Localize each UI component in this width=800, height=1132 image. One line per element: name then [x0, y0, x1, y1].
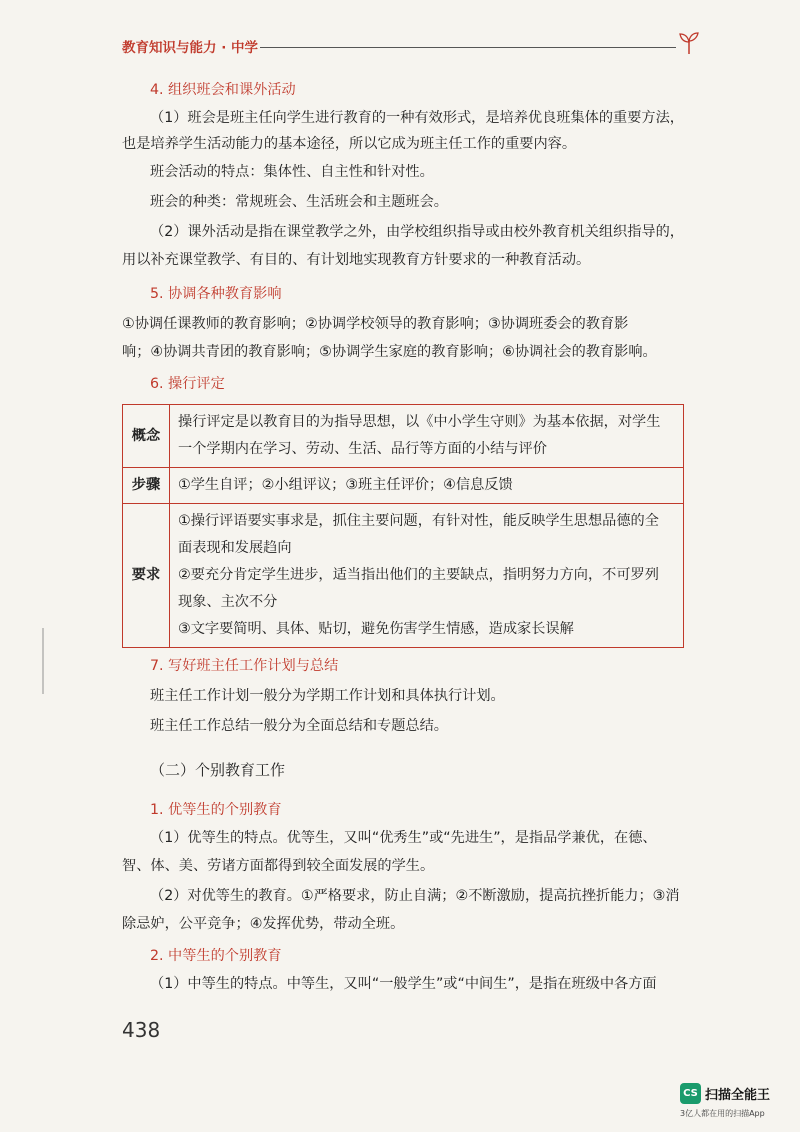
steps-content: [170, 468, 684, 504]
section6-heading: 6. 操行评定: [150, 376, 225, 392]
sub1-heading: 1. 优等生的个别教育: [150, 802, 282, 818]
table-row: [123, 504, 684, 648]
section7-line2: 班主任工作总结一般分为全面总结和专题总结。: [150, 718, 448, 734]
section4-heading: 4. 组织班会和课外活动: [150, 82, 296, 98]
requirements-label: 要求: [123, 504, 170, 648]
table-row: [123, 468, 684, 504]
section5-heading: 5. 协调各种教育影响: [150, 286, 282, 302]
concept-line: 操行评定是以教育目的为指导思想，以《中小学生守则》为基本依据，对学生: [178, 414, 661, 430]
sub1-p2-line2: 除忌妒，公平竞争；④发挥优势，带动全班。: [122, 916, 405, 932]
requirement-line: ①操行评语要实事求是，抓住主要问题，有针对性，能反映学生思想品德的全: [178, 513, 659, 529]
concept-content: [170, 405, 684, 468]
sub2-heading: 2. 中等生的个别教育: [150, 948, 282, 964]
header-title: 教育知识与能力 · 中学: [122, 40, 259, 56]
requirement-line: 面表现和发展趋向: [178, 540, 292, 556]
concept-label: 概念: [123, 405, 170, 468]
sub1-p2-line1: （2）对优等生的教育。①严格要求，防止自满；②不断激励，提高抗挫折能力；③消: [150, 888, 680, 904]
requirements-content: [170, 504, 684, 648]
concept-line: 一个学期内在学习、劳动、生活、品行等方面的小结与评价: [178, 441, 547, 457]
section4-p4-line1: （2）课外活动是指在课堂教学之外，由学校组织指导或由校外教育机关组织指导的，: [150, 224, 684, 240]
section4-p1-line2: 也是培养学生活动能力的基本途径，所以它成为班主任工作的重要内容。: [122, 136, 577, 152]
badge-name: 扫描全能王: [705, 1088, 771, 1103]
evaluation-table: [122, 404, 684, 648]
section4-p2: 班会活动的特点：集体性、自主性和针对性。: [150, 164, 434, 180]
section7-line1: 班主任工作计划一般分为学期工作计划和具体执行计划。: [150, 688, 505, 704]
table-row: [123, 405, 684, 468]
sub2-p1-line1: （1）中等生的特点。中等生，又叫“一般学生”或“中间生”，是指在班级中各方面: [150, 976, 657, 992]
requirement-line: ③文字要简明、具体、贴切，避免伤害学生情感，造成家长误解: [178, 621, 574, 637]
page-number: 438: [122, 1018, 161, 1042]
steps-label: 步骤: [123, 468, 170, 504]
steps-line: ①学生自评；②小组评议；③班主任评价；④信息反馈: [178, 477, 513, 493]
section4-p1-line1: （1）班会是班主任向学生进行教育的一种有效形式，是培养优良班集体的重要方法，: [150, 110, 684, 126]
section5-line2: 响；④协调共青团的教育影响；⑤协调学生家庭的教育影响；⑥协调社会的教育影响。: [122, 344, 657, 360]
sprout-icon: [676, 30, 702, 56]
section5-line1: ①协调任课教师的教育影响；②协调学校领导的教育影响；③协调班委会的教育影: [122, 316, 629, 332]
requirement-line: ②要充分肯定学生进步，适当指出他们的主要缺点，指明努力方向，不可罗列: [178, 567, 659, 583]
scanner-watermark: [680, 1083, 792, 1123]
section4-p4-line2: 用以补充课堂教学、有目的、有计划地实现教育方针要求的一种教育活动。: [122, 252, 591, 268]
scan-edge-mark: [42, 628, 44, 694]
header-rule: [260, 47, 676, 48]
part2-heading: （二）个别教育工作: [150, 761, 286, 779]
badge-tagline: 3亿人都在用的扫描App: [680, 1109, 765, 1118]
sub1-p1-line2: 智、体、美、劳诸方面都得到较全面发展的学生。: [122, 858, 435, 874]
running-header: [122, 34, 702, 60]
requirement-line: 现象、主次不分: [178, 594, 278, 610]
camscanner-logo-icon: CS: [680, 1083, 701, 1104]
section7-heading: 7. 写好班主任工作计划与总结: [150, 658, 339, 674]
sub1-p1-line1: （1）优等生的特点。优等生，又叫“优秀生”或“先进生”，是指品学兼优，在德、: [150, 830, 657, 846]
section4-p3: 班会的种类：常规班会、生活班会和主题班会。: [150, 194, 448, 210]
